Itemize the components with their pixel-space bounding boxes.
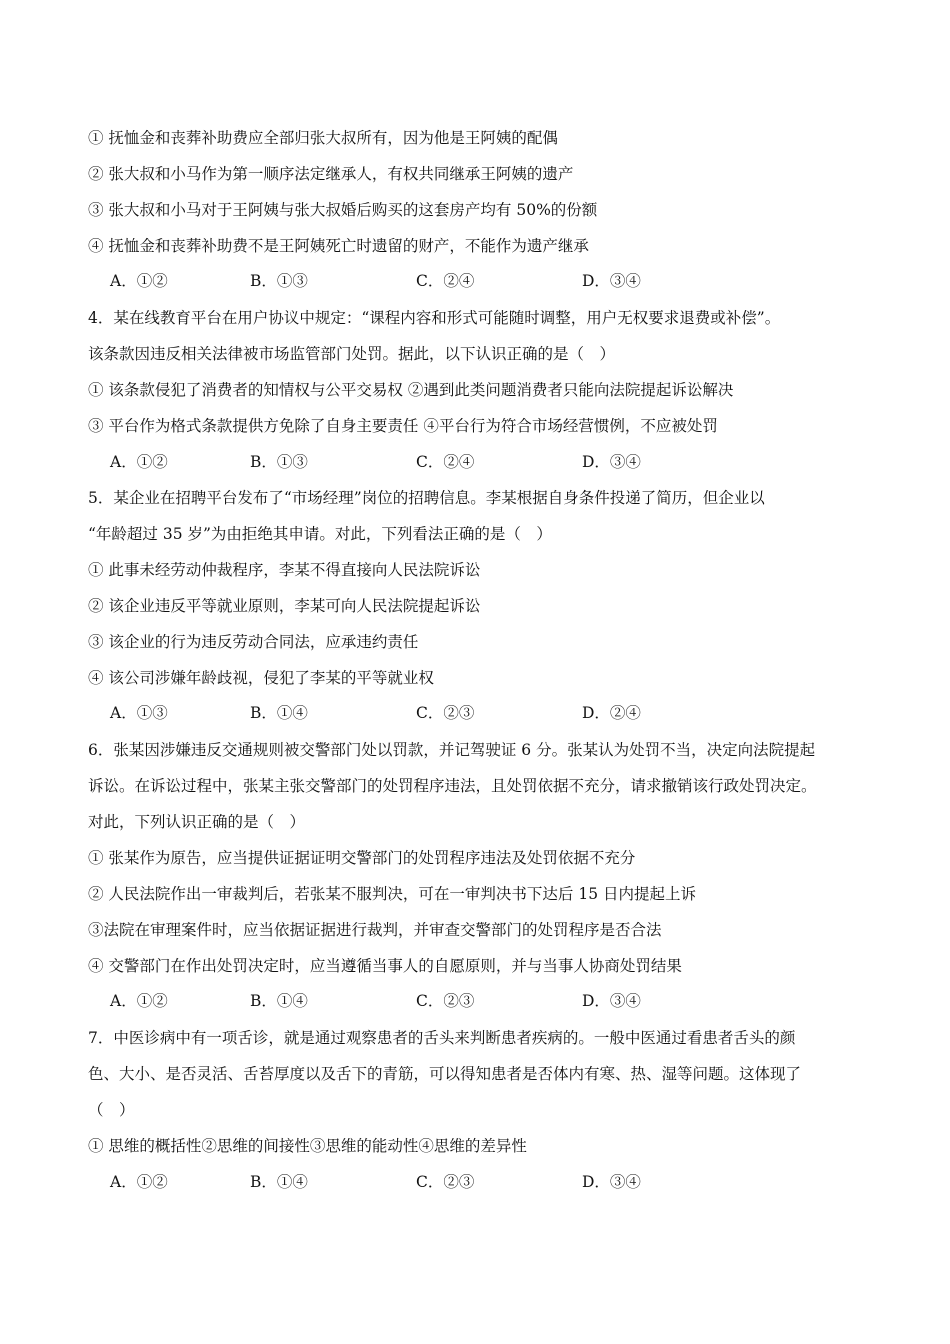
q6-stem-line-1: 6．张某因涉嫌违反交通规则被交警部门处以罚款，并记驾驶证 6 分。张某认为处罚不当，决定向法院提起 xyxy=(88,741,816,759)
choice-b: B．①④ xyxy=(250,992,308,1010)
choice-d: D．③④ xyxy=(582,992,641,1010)
q6-answer-choices xyxy=(110,991,830,1011)
q4-stem-line-1: 4．某在线教育平台在用户协议中规定：“课程内容和形式可能随时调整，用户无权要求退费或补偿”。 xyxy=(88,309,781,327)
choice-c: C．②③ xyxy=(416,1173,475,1191)
choice-d: D．③④ xyxy=(582,272,641,290)
choice-a: A．①③ xyxy=(110,704,168,722)
q5-option-4: ④ 该公司涉嫌年龄歧视，侵犯了李某的平等就业权 xyxy=(88,669,434,687)
q5-stem-line-2: “年龄超过 35 岁”为由拒绝其申请。对此，下列看法正确的是（ ） xyxy=(88,525,552,543)
choice-c: C．②④ xyxy=(416,453,475,471)
q4-options-line-1: ① 该条款侵犯了消费者的知情权与公平交易权 ②遇到此类问题消费者只能向法院提起诉讼解决 xyxy=(88,381,734,399)
choice-b: B．①④ xyxy=(250,704,308,722)
q6-option-1: ① 张某作为原告，应当提供证据证明交警部门的处罚程序违法及处罚依据不充分 xyxy=(88,849,636,867)
q6-option-4: ④ 交警部门在作出处罚决定时，应当遵循当事人的自愿原则，并与当事人协商处罚结果 xyxy=(88,957,682,975)
q7-answer-choices xyxy=(110,1172,830,1192)
choice-c: C．②③ xyxy=(416,992,475,1010)
q6-option-3: ③法院在审理案件时，应当依据证据进行裁判，并审查交警部门的处罚程序是否合法 xyxy=(88,921,662,939)
q4-stem-line-2: 该条款因违反相关法律被市场监管部门处罚。据此，以下认识正确的是（ ） xyxy=(88,345,616,363)
choice-b: B．①④ xyxy=(250,1173,308,1191)
choice-d: D．②④ xyxy=(582,704,641,722)
q4-answer-choices xyxy=(110,452,830,472)
q4-options-line-2: ③ 平台作为格式条款提供方免除了自身主要责任 ④平台行为符合市场经营惯例，不应被处罚 xyxy=(88,417,718,435)
choice-c: C．②③ xyxy=(416,704,475,722)
q7-stem-line-3: （ ） xyxy=(88,1101,135,1119)
choice-c: C．②④ xyxy=(416,272,475,290)
q6-stem-line-3: 对此，下列认识正确的是（ ） xyxy=(88,813,306,831)
choice-d: D．③④ xyxy=(582,1173,641,1191)
q3-option-1: ① 抚恤金和丧葬补助费应全部归张大叔所有，因为他是王阿姨的配偶 xyxy=(88,129,558,147)
q5-option-2: ② 该企业违反平等就业原则，李某可向人民法院提起诉讼 xyxy=(88,597,481,615)
q5-option-1: ① 此事未经劳动仲裁程序，李某不得直接向人民法院诉讼 xyxy=(88,561,481,579)
choice-b: B．①③ xyxy=(250,272,308,290)
q5-answer-choices xyxy=(110,703,830,723)
q7-stem-line-1: 7．中医诊病中有一项舌诊，就是通过观察患者的舌头来判断患者疾病的。一般中医通过看患者舌头的颜 xyxy=(88,1029,796,1047)
q6-option-2: ② 人民法院作出一审裁判后，若张某不服判决，可在一审判决书下达后 15 日内提起上诉 xyxy=(88,885,697,903)
q7-options: ① 思维的概括性②思维的间接性③思维的能动性④思维的差异性 xyxy=(88,1137,527,1155)
q3-option-2: ② 张大叔和小马作为第一顺序法定继承人，有权共同继承王阿姨的遗产 xyxy=(88,165,574,183)
q3-option-4: ④ 抚恤金和丧葬补助费不是王阿姨死亡时遗留的财产，不能作为遗产继承 xyxy=(88,237,589,255)
choice-a: A．①② xyxy=(110,1173,168,1191)
choice-d: D．③④ xyxy=(582,453,641,471)
q5-stem-line-1: 5．某企业在招聘平台发布了“市场经理”岗位的招聘信息。李某根据自身条件投递了简历，但企业以 xyxy=(88,489,765,507)
q7-stem-line-2: 色、大小、是否灵活、舌苔厚度以及舌下的青筋，可以得知患者是否体内有寒、热、湿等问题。这体现了 xyxy=(88,1065,802,1083)
q6-stem-line-2: 诉讼。在诉讼过程中，张某主张交警部门的处罚程序违法，且处罚依据不充分，请求撤销该行政处罚决定。 xyxy=(88,777,817,795)
choice-a: A．①② xyxy=(110,992,168,1010)
choice-b: B．①③ xyxy=(250,453,308,471)
q3-option-3: ③ 张大叔和小马对于王阿姨与张大叔婚后购买的这套房产均有 50%的份额 xyxy=(88,201,598,219)
q3-answer-choices xyxy=(110,271,830,291)
choice-a: A．①② xyxy=(110,272,168,290)
choice-a: A．①② xyxy=(110,453,168,471)
q5-option-3: ③ 该企业的行为违反劳动合同法，应承违约责任 xyxy=(88,633,419,651)
